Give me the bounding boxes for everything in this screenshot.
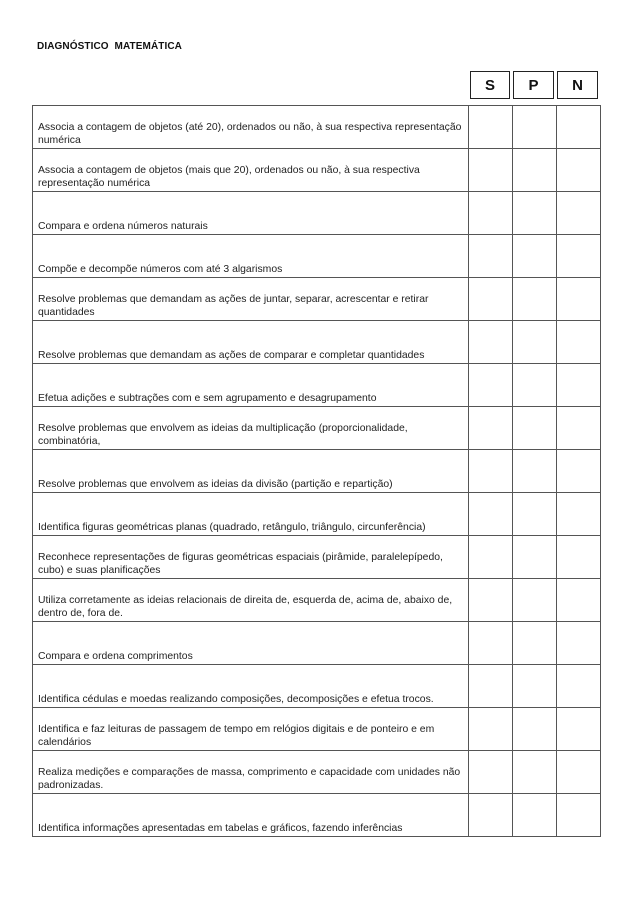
criterion-description: Compara e ordena comprimentos bbox=[33, 622, 469, 665]
mark-cell-n[interactable] bbox=[557, 149, 601, 192]
mark-cell-p[interactable] bbox=[513, 622, 557, 665]
criterion-description: Identifica cédulas e moedas realizando composições, decomposições e efetua trocos. bbox=[33, 665, 469, 708]
table-row bbox=[33, 794, 601, 837]
mark-cell-p[interactable] bbox=[513, 579, 557, 622]
mark-cell-n[interactable] bbox=[557, 192, 601, 235]
table-row bbox=[33, 149, 601, 192]
table-row bbox=[33, 321, 601, 364]
mark-cell-s[interactable] bbox=[469, 665, 513, 708]
mark-cell-n[interactable] bbox=[557, 407, 601, 450]
document-title: DIAGNÓSTICO MATEMÁTICA bbox=[37, 41, 183, 52]
mark-cell-n[interactable] bbox=[557, 364, 601, 407]
table-row bbox=[33, 278, 601, 321]
table-row bbox=[33, 708, 601, 751]
mark-cell-n[interactable] bbox=[557, 106, 601, 149]
mark-cell-n[interactable] bbox=[557, 665, 601, 708]
mark-cell-n[interactable] bbox=[557, 708, 601, 751]
criterion-description: Associa a contagem de objetos (mais que 20), ordenados ou não, à sua respectiva representação numérica bbox=[33, 149, 469, 192]
mark-cell-p[interactable] bbox=[513, 364, 557, 407]
criterion-description: Resolve problemas que envolvem as ideias da multiplicação (proporcionalidade, combinatória, bbox=[33, 407, 469, 450]
mark-cell-n[interactable] bbox=[557, 579, 601, 622]
table-row bbox=[33, 751, 601, 794]
mark-cell-s[interactable] bbox=[469, 622, 513, 665]
mark-cell-s[interactable] bbox=[469, 278, 513, 321]
criterion-description: Associa a contagem de objetos (até 20), ordenados ou não, à sua respectiva representação numérica bbox=[33, 106, 469, 149]
mark-cell-s[interactable] bbox=[469, 149, 513, 192]
mark-cell-s[interactable] bbox=[469, 708, 513, 751]
mark-cell-s[interactable] bbox=[469, 106, 513, 149]
mark-cell-p[interactable] bbox=[513, 149, 557, 192]
mark-cell-s[interactable] bbox=[469, 450, 513, 493]
mark-cell-p[interactable] bbox=[513, 450, 557, 493]
table-row bbox=[33, 536, 601, 579]
mark-cell-n[interactable] bbox=[557, 536, 601, 579]
criterion-description: Reconhece representações de figuras geométricas espaciais (pirâmide, paralelepípedo, cubo) e suas planificações bbox=[33, 536, 469, 579]
mark-cell-s[interactable] bbox=[469, 493, 513, 536]
mark-cell-p[interactable] bbox=[513, 106, 557, 149]
criterion-description: Resolve problemas que envolvem as ideias da divisão (partição e repartição) bbox=[33, 450, 469, 493]
mark-cell-s[interactable] bbox=[469, 751, 513, 794]
mark-cell-n[interactable] bbox=[557, 321, 601, 364]
criterion-description: Realiza medições e comparações de massa, comprimento e capacidade com unidades não padronizadas. bbox=[33, 751, 469, 794]
mark-cell-s[interactable] bbox=[469, 579, 513, 622]
criterion-description: Compara e ordena números naturais bbox=[33, 192, 469, 235]
mark-cell-p[interactable] bbox=[513, 708, 557, 751]
table-row bbox=[33, 106, 601, 149]
criterion-description: Efetua adições e subtrações com e sem agrupamento e desagrupamento bbox=[33, 364, 469, 407]
mark-cell-n[interactable] bbox=[557, 493, 601, 536]
mark-cell-s[interactable] bbox=[469, 794, 513, 837]
criteria-table bbox=[32, 105, 601, 837]
mark-cell-n[interactable] bbox=[557, 794, 601, 837]
table-row bbox=[33, 235, 601, 278]
table-row bbox=[33, 493, 601, 536]
mark-cell-p[interactable] bbox=[513, 536, 557, 579]
mark-cell-n[interactable] bbox=[557, 235, 601, 278]
mark-cell-s[interactable] bbox=[469, 364, 513, 407]
mark-cell-n[interactable] bbox=[557, 622, 601, 665]
table-row bbox=[33, 579, 601, 622]
criterion-description: Compõe e decompõe números com até 3 algarismos bbox=[33, 235, 469, 278]
column-header-p: P bbox=[513, 71, 554, 99]
mark-cell-s[interactable] bbox=[469, 192, 513, 235]
criterion-description: Resolve problemas que demandam as ações de juntar, separar, acrescentar e retirar quantidades bbox=[33, 278, 469, 321]
mark-cell-n[interactable] bbox=[557, 450, 601, 493]
table-row bbox=[33, 192, 601, 235]
table-row bbox=[33, 407, 601, 450]
criterion-description: Identifica informações apresentadas em tabelas e gráficos, fazendo inferências bbox=[33, 794, 469, 837]
column-header-s: S bbox=[470, 71, 510, 99]
mark-cell-s[interactable] bbox=[469, 536, 513, 579]
mark-cell-p[interactable] bbox=[513, 751, 557, 794]
table-row bbox=[33, 622, 601, 665]
mark-cell-s[interactable] bbox=[469, 235, 513, 278]
criterion-description: Utiliza corretamente as ideias relacionais de direita de, esquerda de, acima de, abaixo de, dentro de, fora de. bbox=[33, 579, 469, 622]
mark-cell-n[interactable] bbox=[557, 278, 601, 321]
criterion-description: Identifica e faz leituras de passagem de tempo em relógios digitais e de ponteiro e em calendários bbox=[33, 708, 469, 751]
criterion-description: Identifica figuras geométricas planas (quadrado, retângulo, triângulo, circunferência) bbox=[33, 493, 469, 536]
mark-cell-p[interactable] bbox=[513, 407, 557, 450]
criterion-description: Resolve problemas que demandam as ações de comparar e completar quantidades bbox=[33, 321, 469, 364]
mark-cell-p[interactable] bbox=[513, 794, 557, 837]
mark-cell-p[interactable] bbox=[513, 235, 557, 278]
table-row bbox=[33, 364, 601, 407]
mark-cell-n[interactable] bbox=[557, 751, 601, 794]
mark-cell-p[interactable] bbox=[513, 192, 557, 235]
mark-cell-p[interactable] bbox=[513, 665, 557, 708]
mark-cell-p[interactable] bbox=[513, 321, 557, 364]
mark-cell-p[interactable] bbox=[513, 493, 557, 536]
mark-cell-s[interactable] bbox=[469, 407, 513, 450]
mark-cell-p[interactable] bbox=[513, 278, 557, 321]
column-header-n: N bbox=[557, 71, 598, 99]
table-row bbox=[33, 450, 601, 493]
mark-cell-s[interactable] bbox=[469, 321, 513, 364]
table-row bbox=[33, 665, 601, 708]
